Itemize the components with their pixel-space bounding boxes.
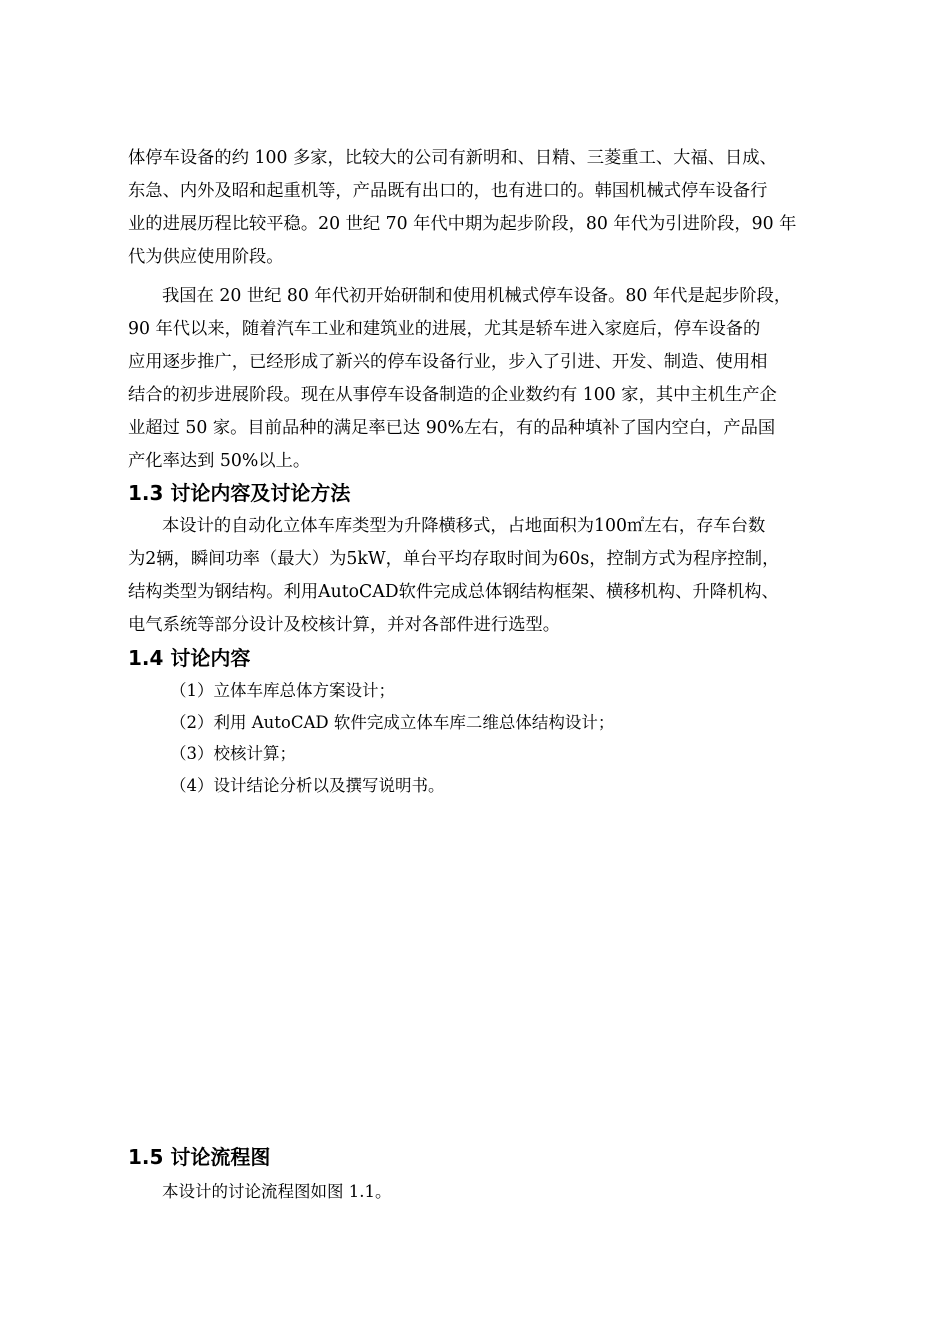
list-item: （1）立体车库总体方案设计； xyxy=(170,681,395,700)
text-line: 业超过 50 家。目前品种的满足率已达 90%左右，有的品种填补了国内空白，产品国 xyxy=(128,417,776,438)
text-line: 东急、内外及昭和起重机等，产品既有出口的，也有进口的。韩国机械式停车设备行 xyxy=(128,180,768,201)
section-1-4-heading: 1.4 讨论内容 xyxy=(128,646,251,670)
text-line: 体停车设备的约 100 多家，比较大的公司有新明和、日精、三菱重工、大福、日成、 xyxy=(128,148,777,168)
paragraph-overseas-development xyxy=(128,142,838,274)
section-1-3-paragraph xyxy=(128,510,838,642)
text-line: 我国在 20 世纪 80 年代初开始研制和使用机械式停车设备。80 年代是起步阶段， xyxy=(162,286,792,306)
research-content-list xyxy=(170,675,614,801)
text-line: 为2辆，瞬间功率（最大）为5kW，单台平均存取时间为60s，控制方式为程序控制， xyxy=(128,548,780,569)
paragraph-domestic-development xyxy=(128,280,838,477)
list-item: （3）校核计算； xyxy=(170,744,296,763)
text-line: 代为供应使用阶段。 xyxy=(128,246,284,267)
text-line: 应用逐步推广，已经形成了新兴的停车设备行业，步入了引进、开发、制造、使用相 xyxy=(128,351,768,372)
text-line: 结构类型为钢结构。利用AutoCAD软件完成总体钢结构框架、横移机构、升降机构、 xyxy=(128,581,779,602)
text-line: 电气系统等部分设计及校核计算，并对各部件进行选型。 xyxy=(128,614,561,635)
list-item: （2）利用 AutoCAD 软件完成立体车库二维总体结构设计； xyxy=(170,712,615,732)
text-line: 结合的初步进展阶段。现在从事停车设备制造的企业数约有 100 家，其中主机生产企 xyxy=(128,384,777,405)
section-1-3-heading: 1.3 讨论内容及讨论方法 xyxy=(128,481,351,505)
text-line: 本设计的自动化立体车库类型为升降横移式，占地面积为100㎡左右，存车台数 xyxy=(162,516,766,536)
section-1-5-text: 本设计的讨论流程图如图 1.1。 xyxy=(162,1182,392,1201)
list-item: （4）设计结论分析以及撰写说明书。 xyxy=(170,775,445,795)
text-line: 90 年代以来，随着汽车工业和建筑业的进展，尤其是轿车进入家庭后，停车设备的 xyxy=(128,318,761,339)
text-line: 产化率达到 50%以上。 xyxy=(128,450,311,471)
section-1-5-heading: 1.5 讨论流程图 xyxy=(128,1145,271,1169)
text-line: 业的进展历程比较平稳。20 世纪 70 年代中期为起步阶段，80 年代为引进阶段，90 年 xyxy=(128,213,797,234)
